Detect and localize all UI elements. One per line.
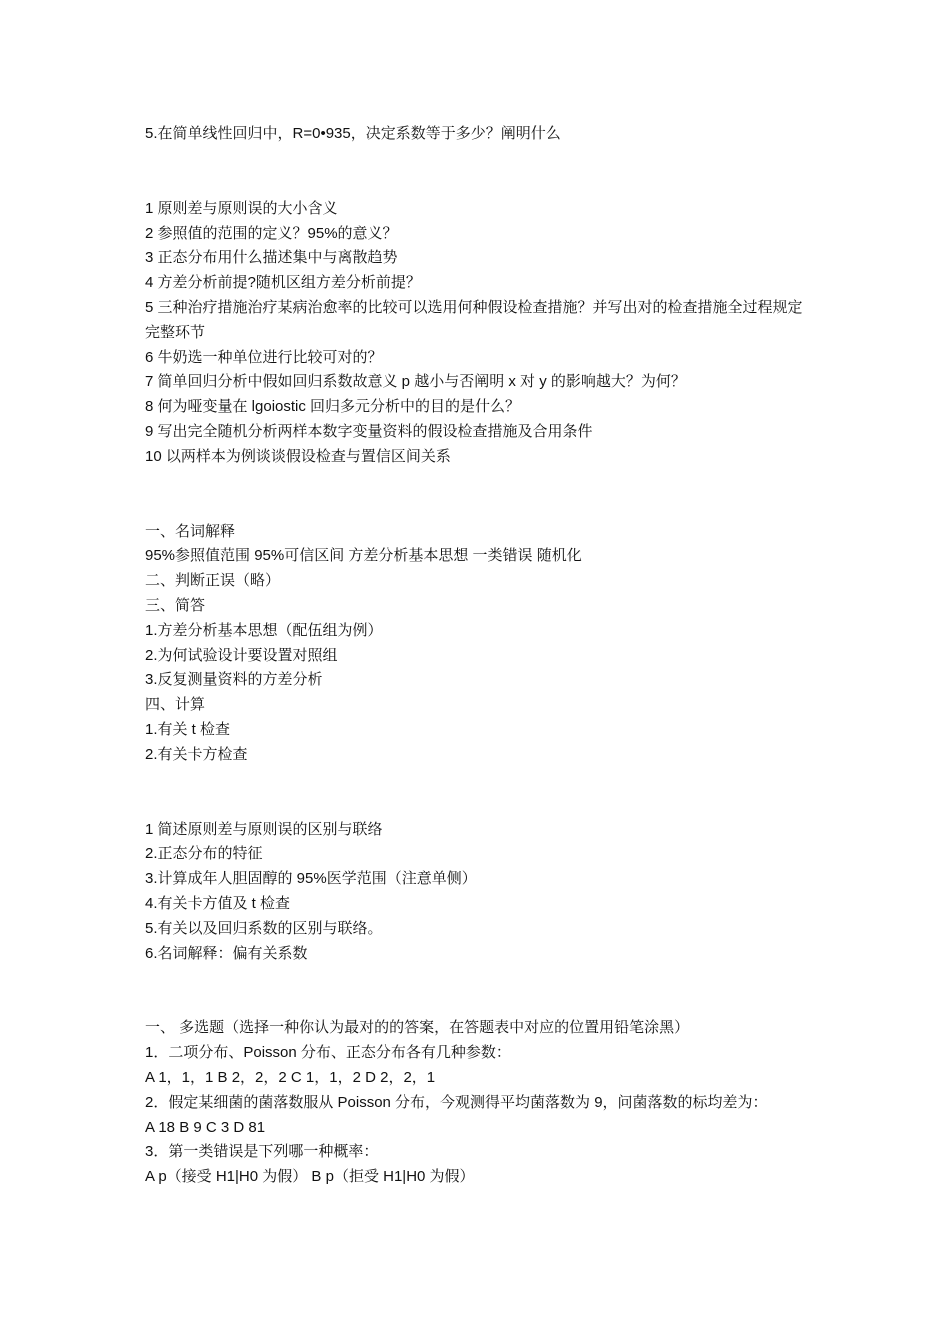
list-item: 3.反复测量资料的方差分析 <box>145 671 323 689</box>
question-item: 2．假定某细菌的菌落数服从 Poisson 分布，今观测得平均菌落数为 9，问菌落数的标均差为： <box>145 1093 768 1111</box>
question-item: 3．第一类错误是下列哪一种概率： <box>145 1143 379 1161</box>
question-item: 1．二项分布、Poisson 分布、正态分布各有几种参数： <box>145 1044 511 1062</box>
list-item: 4 方差分析前提?随机区组方差分析前提？ <box>145 274 421 292</box>
question-list-2 <box>145 818 810 967</box>
list-item: 5 三种治疗措施治疗某病治愈率的比较可以选用何种假设检查措施？并写出对的检查措施全过程规定完整环节 <box>145 298 803 341</box>
exam-outline <box>145 520 810 768</box>
list-item: 4.有关卡方值及 t 检查 <box>145 894 291 912</box>
answer-options: A p（接受 H1|H0 为假） B p（拒受 H1|H0 为假） <box>145 1168 475 1186</box>
section-heading: 一、名词解释 <box>145 522 236 540</box>
spacer <box>145 470 810 520</box>
document-body <box>145 122 810 1190</box>
list-item: 9 写出完全随机分析两样本数字变量资料的假设检查措施及合用条件 <box>145 422 593 440</box>
list-item: 8 何为哑变量在 lgoiostic 回归多元分析中的目的是什么？ <box>145 398 521 416</box>
section-heading: 三、简答 <box>145 596 206 614</box>
list-item: 2.正态分布的特征 <box>145 845 263 863</box>
multiple-choice-section <box>145 1016 810 1190</box>
list-item: 2.有关卡方检查 <box>145 745 248 763</box>
list-item: 10 以两样本为例谈谈假设检查与置信区间关系 <box>145 447 451 465</box>
answer-options: A 18 B 9 C 3 D 81 <box>145 1118 266 1136</box>
list-item: 1 简述原则差与原则误的区别与联络 <box>145 820 383 838</box>
list-item: 2 参照值的范围的定义？95%的意义？ <box>145 224 398 242</box>
list-item: 3 正态分布用什么描述集中与离散趋势 <box>145 249 398 267</box>
spacer <box>145 966 810 1016</box>
list-item: 1.有关 t 检查 <box>145 720 231 738</box>
list-item: 7 简单回归分析中假如回归系数故意义 p 越小与否阐明 x 对 y 的影响越大？为何？ <box>145 373 686 391</box>
section-heading: 一、 多选题（选择一种你认为最对的的答案，在答题表中对应的位置用铅笔涂黑） <box>145 1019 690 1037</box>
list-item: 3.计算成年人胆固醇的 95%医学范围（注意单侧） <box>145 870 477 888</box>
list-item: 95%参照值范围 95%可信区间 方差分析基本思想 一类错误 随机化 <box>145 547 582 565</box>
section-heading: 二、判断正误（略） <box>145 572 281 590</box>
list-item: 6 牛奶选一种单位进行比较可对的？ <box>145 348 383 366</box>
list-item: 2.为何试验设计要设置对照组 <box>145 646 338 664</box>
question-r-value: 5.在简单线性回归中，R=0•935，决定系数等于多少？阐明什么 <box>145 125 561 142</box>
question-list-1 <box>145 197 810 470</box>
section-heading: 四、计算 <box>145 696 206 714</box>
list-item: 6.名词解释：偏有关系数 <box>145 944 308 962</box>
list-item: 1.方差分析基本思想（配伍组为例） <box>145 621 383 639</box>
list-item: 1 原则差与原则误的大小含义 <box>145 199 338 217</box>
answer-options: A 1，1，1 B 2，2，2 C 1，1，2 D 2，2，1 <box>145 1068 436 1086</box>
list-item: 5.有关以及回归系数的区别与联络。 <box>145 919 383 937</box>
spacer <box>145 147 810 197</box>
spacer <box>145 768 810 818</box>
